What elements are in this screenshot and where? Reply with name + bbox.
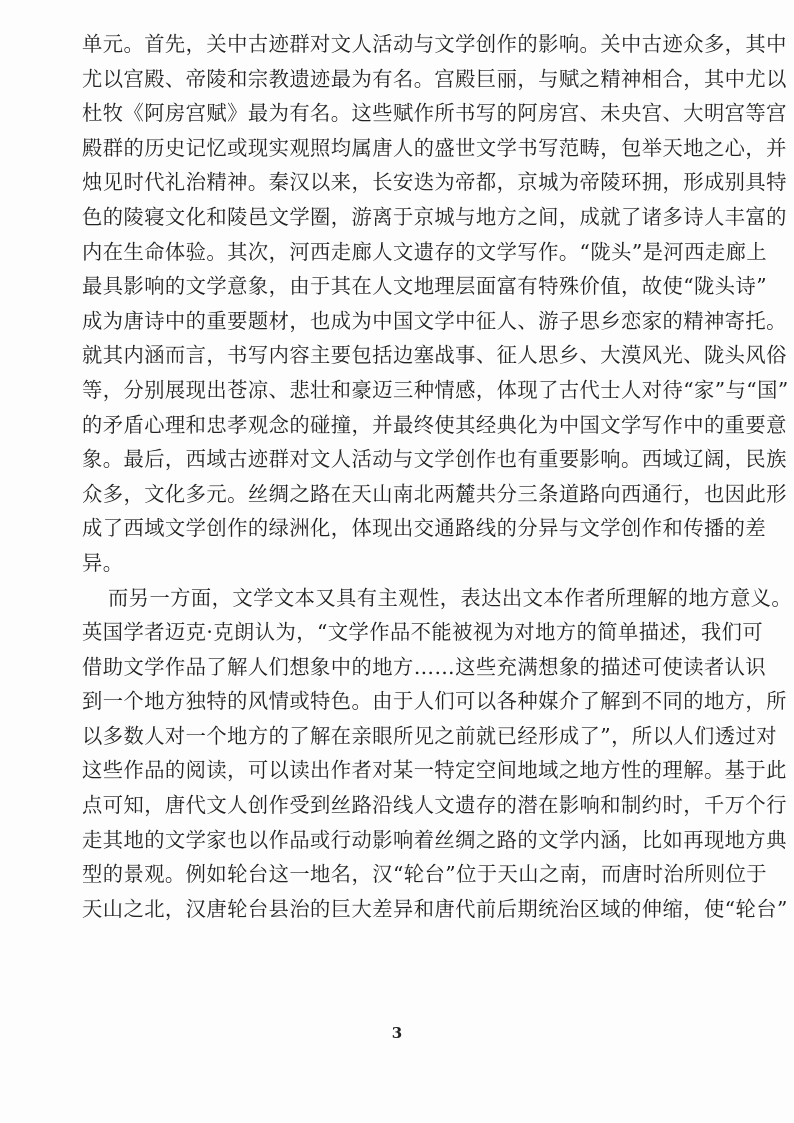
text-line: 这些作品的阅读，可以读出作者对某一特定空间地域之地方性的理解。基于此 bbox=[82, 758, 787, 783]
text-line: 走其地的文学家也以作品或行动影响着丝绸之路的文学内涵，比如再现地方典 bbox=[82, 827, 787, 852]
text-line: 点可知，唐代文人创作受到丝路沿线人文遗存的潜在影响和制约时，千万个行 bbox=[82, 793, 787, 818]
text-line: 杜牧《阿房宫赋》最为有名。这些赋作所书写的阿房宫、未央宫、大明宫等宫 bbox=[82, 101, 787, 126]
text-line: 英国学者迈克·克朗认为，“文学作品不能被视为对地方的简单描述，我们可 bbox=[82, 620, 764, 645]
text-line: 众多，文化多元。丝绸之路在天山南北两麓共分三条道路向西通行，也因此形 bbox=[82, 481, 787, 506]
text-line: 象。最后，西域古迹群对文人活动与文学创作也有重要影响。西域辽阔，民族 bbox=[82, 447, 787, 472]
text-line: 以多数人对一个地方的了解在亲眼所见之前就已经形成了”，所以人们透过对 bbox=[82, 723, 777, 748]
text-line: 尤以宫殿、帝陵和宗教遗迹最为有名。宫殿巨丽，与赋之精神相合，其中尤以 bbox=[82, 66, 787, 91]
text-line: 的矛盾心理和忠孝观念的碰撞，并最终使其经典化为中国文学写作中的重要意 bbox=[82, 412, 787, 437]
text-line: 到一个地方独特的风情或特色。由于人们可以各种媒介了解到不同的地方，所 bbox=[82, 689, 787, 714]
text-line: 成为唐诗中的重要题材，也成为中国文学中征人、游子思乡恋家的精神寄托。 bbox=[82, 308, 787, 333]
page-number: 3 bbox=[391, 1024, 403, 1042]
text-line: 单元。首先，关中古迹群对文人活动与文学创作的影响。关中古迹众多，其中 bbox=[82, 32, 787, 56]
text-line: 等，分别展现出苍凉、悲壮和豪迈三种情感，体现了古代士人对待“家”与“国” bbox=[82, 377, 789, 402]
text-line: 最具影响的文学意象，由于其在人文地理层面富有特殊价值，故使“陇头诗” bbox=[82, 274, 768, 299]
body-text bbox=[82, 27, 793, 926]
text-line: 天山之北，汉唐轮台县治的巨大差异和唐代前后期统治区域的伸缩，使“轮台” bbox=[82, 896, 788, 921]
text-line: 色的陵寝文化和陵邑文学圈，游离于京城与地方之间，成就了诸多诗人丰富的 bbox=[82, 204, 787, 229]
text-line: 烛见时代礼治精神。秦汉以来，长安迭为帝都，京城为帝陵环拥，形成别具特 bbox=[82, 170, 787, 195]
text-line: 殿群的历史记忆或现实观照均属唐人的盛世文学书写范畴，包举天地之心，并 bbox=[82, 135, 787, 160]
paragraph-first-line: 而另一方面，文学文本又具有主观性，表达出文本作者所理解的地方意义。 bbox=[108, 585, 793, 610]
text-line: 借助文学作品了解人们想象中的地方……这些充满想象的描述可使读者认识 bbox=[82, 654, 767, 679]
text-line: 内在生命体验。其次，河西走廊人文遗存的文学写作。“陇头”是河西走廊上 bbox=[82, 239, 768, 264]
text-line: 型的景观。例如轮台这一地名，汉“轮台”位于天山之南，而唐时治所则位于 bbox=[82, 862, 768, 887]
text-line: 就其内涵而言，书写内容主要包括边塞战事、征人思乡、大漠风光、陇头风俗 bbox=[82, 343, 787, 368]
text-line: 成了西域文学创作的绿洲化，体现出交通路线的分异与文学创作和传播的差 bbox=[82, 516, 767, 541]
text-line: 异。 bbox=[82, 550, 124, 575]
